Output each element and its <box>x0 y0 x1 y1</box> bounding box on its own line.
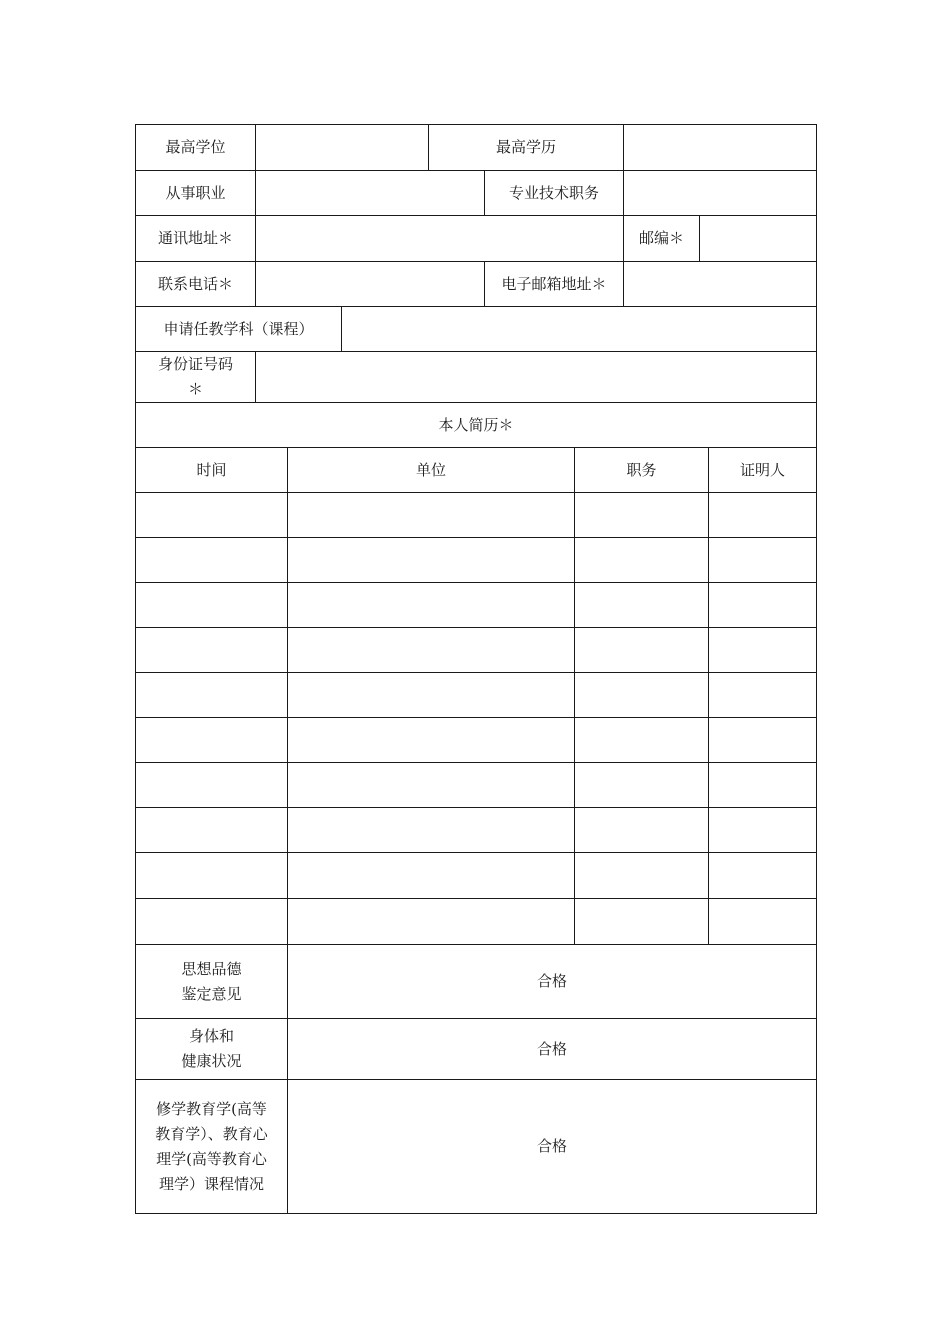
table-row <box>136 808 816 853</box>
resume-witness-cell[interactable] <box>708 628 816 672</box>
resume-witness-cell[interactable] <box>708 493 816 537</box>
occupation-field[interactable] <box>255 171 484 215</box>
email-label: 电子邮箱地址＊ <box>484 262 623 306</box>
resume-time-cell[interactable] <box>136 493 287 537</box>
table-row <box>136 493 816 538</box>
row-occupation <box>136 171 816 216</box>
resume-time-cell[interactable] <box>136 583 287 627</box>
resume-time-cell[interactable] <box>136 538 287 582</box>
resume-unit-cell[interactable] <box>287 673 574 717</box>
courses-status-value[interactable]: 合格 <box>287 1080 816 1213</box>
resume-unit-cell[interactable] <box>287 853 574 898</box>
resume-time-cell[interactable] <box>136 628 287 672</box>
address-field[interactable] <box>255 216 623 261</box>
resume-witness-cell[interactable] <box>708 718 816 762</box>
highest-degree-label: 最高学位 <box>165 138 226 156</box>
row-health <box>136 1019 816 1080</box>
table-row <box>136 899 816 945</box>
row-id <box>136 352 816 403</box>
application-form <box>135 124 817 1214</box>
postcode-field[interactable] <box>699 216 816 261</box>
moral-evaluation-label: 思想品德 鉴定意见 <box>181 959 242 1003</box>
resume-unit-cell[interactable] <box>287 718 574 762</box>
resume-witness-cell[interactable] <box>708 899 816 944</box>
resume-time-cell[interactable] <box>136 763 287 807</box>
moral-evaluation-value[interactable]: 合格 <box>287 945 816 1018</box>
resume-header-row <box>136 448 816 493</box>
table-row <box>136 718 816 763</box>
resume-position-cell[interactable] <box>574 673 708 717</box>
resume-header-time: 时间 <box>196 460 227 479</box>
resume-unit-cell[interactable] <box>287 493 574 537</box>
courses-status-label: 修学教育学(高等 教育学）、教育心 理学(高等教育心 理学）课程情况 <box>155 1099 268 1193</box>
table-row <box>136 853 816 899</box>
row-contact <box>136 262 816 307</box>
resume-title: 本人简历＊ <box>438 415 514 434</box>
row-moral <box>136 945 816 1019</box>
resume-unit-cell[interactable] <box>287 628 574 672</box>
table-row <box>136 673 816 718</box>
email-field[interactable] <box>623 262 816 306</box>
row-degree <box>136 125 816 171</box>
resume-position-cell[interactable] <box>574 899 708 944</box>
phone-label: 联系电话＊ <box>157 274 233 293</box>
highest-education-field[interactable] <box>623 125 816 170</box>
highest-degree-field[interactable] <box>255 125 428 170</box>
resume-unit-cell[interactable] <box>287 538 574 582</box>
occupation-label: 从事职业 <box>165 183 226 202</box>
table-row <box>136 538 816 583</box>
id-number-label: 身份证号码 ＊ <box>157 355 233 398</box>
resume-witness-cell[interactable] <box>708 583 816 627</box>
resume-witness-cell[interactable] <box>708 853 816 898</box>
resume-position-cell[interactable] <box>574 763 708 807</box>
resume-time-cell[interactable] <box>136 853 287 898</box>
resume-time-cell[interactable] <box>136 673 287 717</box>
row-address <box>136 216 816 262</box>
resume-title-row <box>136 403 816 448</box>
professional-title-label: 专业技术职务 <box>484 171 623 215</box>
id-number-field[interactable] <box>255 352 816 402</box>
subject-label: 申请任教学科（课程） <box>163 319 314 338</box>
resume-witness-cell[interactable] <box>708 763 816 807</box>
resume-unit-cell[interactable] <box>287 899 574 944</box>
resume-header-witness: 证明人 <box>708 448 816 492</box>
resume-time-cell[interactable] <box>136 899 287 944</box>
resume-position-cell[interactable] <box>574 718 708 762</box>
resume-unit-cell[interactable] <box>287 583 574 627</box>
resume-header-position: 职务 <box>574 448 708 492</box>
resume-position-cell[interactable] <box>574 628 708 672</box>
row-courses <box>136 1080 816 1213</box>
resume-position-cell[interactable] <box>574 583 708 627</box>
resume-position-cell[interactable] <box>574 538 708 582</box>
postcode-label: 邮编＊ <box>623 216 699 261</box>
professional-title-field[interactable] <box>623 171 816 215</box>
row-subject <box>136 307 816 352</box>
resume-unit-cell[interactable] <box>287 808 574 852</box>
resume-time-cell[interactable] <box>136 808 287 852</box>
resume-position-cell[interactable] <box>574 853 708 898</box>
resume-witness-cell[interactable] <box>708 673 816 717</box>
subject-field[interactable] <box>341 307 816 351</box>
resume-header-unit: 单位 <box>287 448 574 492</box>
health-status-value[interactable]: 合格 <box>287 1019 816 1079</box>
health-status-label: 身体和 健康状况 <box>181 1027 242 1070</box>
resume-witness-cell[interactable] <box>708 538 816 582</box>
resume-position-cell[interactable] <box>574 808 708 852</box>
resume-time-cell[interactable] <box>136 718 287 762</box>
table-row <box>136 583 816 628</box>
resume-witness-cell[interactable] <box>708 808 816 852</box>
table-row <box>136 628 816 673</box>
resume-unit-cell[interactable] <box>287 763 574 807</box>
table-row <box>136 763 816 808</box>
phone-field[interactable] <box>255 262 484 306</box>
address-label: 通讯地址＊ <box>157 229 233 247</box>
highest-education-label: 最高学历 <box>428 125 623 170</box>
resume-position-cell[interactable] <box>574 493 708 537</box>
